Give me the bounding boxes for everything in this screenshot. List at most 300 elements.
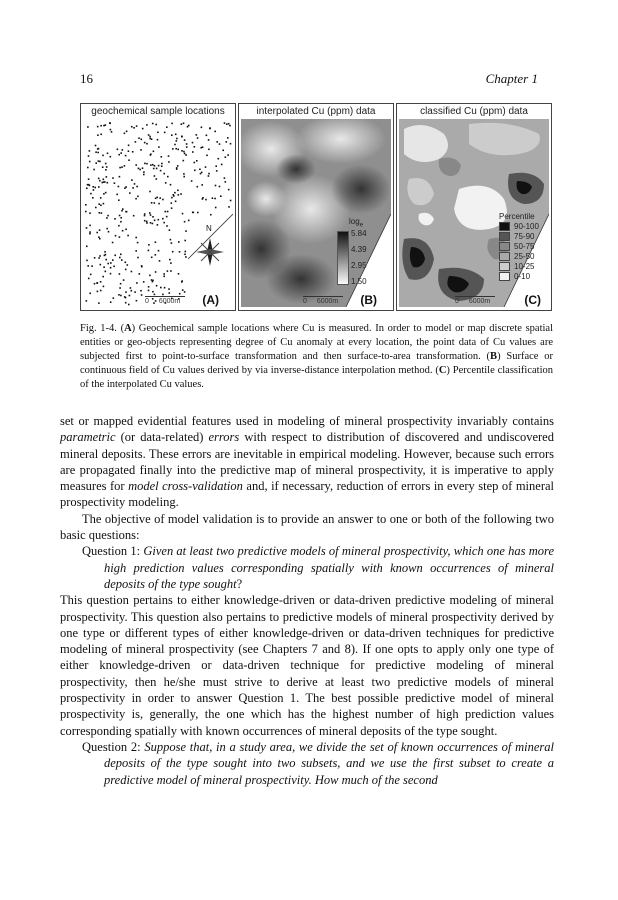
caption-text-1: ) Geochemical sample locations where Cu is measured. In order to model or map discrete spatial entities or geo-objects representing degree of Cu anomaly at every location, the point data of Cu values are subjected first to point-to-surface transformation and then surface-to-area transformation. ( [80, 323, 553, 362]
sample-point [100, 281, 102, 283]
sample-point [143, 174, 145, 176]
sample-point [158, 146, 160, 148]
sample-point [183, 173, 185, 175]
panel-b-title: interpolated Cu (ppm) data [256, 106, 376, 117]
sample-point [116, 194, 118, 196]
sample-point [121, 166, 123, 168]
scale-text-c: 6000m [468, 298, 491, 305]
sample-point [152, 216, 154, 218]
paragraph-3: This question pertains to either knowledge-driven or data-driven predictive modeling of mineral prospectivity. This question also pertains to predictive models of mineral prospectivity derived by one type or different types of either knowledge-driven or data-driven techniques for predictive modeling of mineral prospectivity (see Chapters 7 and 8). If one opts to apply only one type of either knowledge-driven or data-driven technique for predictive modeling of mineral prospectivity, then he/she must strive to derive at least two predictive models of mineral prospectivity in order to answer Question 1. The best possible predictive model of mineral prospectivity is, generally, the one which has the highest number of high prediction values corresponding spatially with known occurrences of mineral deposits of the type sought. [60, 593, 554, 738]
sample-point [149, 275, 151, 277]
sample-point [181, 281, 183, 283]
sample-point [183, 176, 185, 178]
legend-c-item [499, 231, 539, 241]
legend-c-item [499, 241, 539, 251]
legend-label: 90-100 [514, 221, 539, 231]
sample-point [99, 212, 101, 214]
sample-point [148, 286, 150, 288]
sample-point [125, 229, 127, 231]
sample-point [131, 179, 133, 181]
body-text [60, 413, 554, 788]
sample-point [176, 138, 178, 140]
sample-point [133, 127, 135, 129]
sample-point [98, 178, 100, 180]
sample-point [167, 211, 169, 213]
sample-point [144, 220, 146, 222]
sample-point [127, 235, 129, 237]
sample-point [170, 262, 172, 264]
sample-point [184, 221, 186, 223]
legend-b-value: 2.95 [351, 260, 367, 270]
legend-b-title: log [349, 217, 360, 226]
sample-point [149, 212, 151, 214]
sample-point [104, 251, 106, 253]
sample-point [171, 202, 173, 204]
sample-point [215, 207, 217, 209]
legend-b-value: 1.50 [351, 276, 367, 286]
sample-point [222, 150, 224, 152]
sample-point [166, 216, 168, 218]
sample-point [86, 188, 88, 190]
question-label: Question 2: [82, 739, 145, 754]
sample-point [192, 142, 194, 144]
sample-point [183, 123, 185, 125]
sample-point [100, 290, 102, 292]
legend-c-item [499, 271, 539, 281]
text-run: (or data-related) [115, 430, 209, 445]
sample-point [99, 229, 101, 231]
sample-point [170, 239, 172, 241]
legend-c-item [499, 221, 539, 231]
legend-c-item [499, 261, 539, 271]
legend-label: 10-25 [514, 261, 535, 271]
legend-swatch [499, 222, 510, 231]
panel-c-label: (C) [524, 293, 541, 307]
sample-point [141, 294, 143, 296]
sample-point [165, 211, 167, 213]
sample-point [125, 291, 127, 293]
sample-point [103, 179, 105, 181]
sample-point [142, 167, 144, 169]
sample-point [183, 160, 185, 162]
sample-point [219, 143, 221, 145]
sample-point [105, 271, 107, 273]
sample-point [105, 259, 107, 261]
legend-c-item [499, 251, 539, 261]
sample-point [209, 128, 211, 130]
sample-point [87, 167, 89, 169]
sample-point [156, 178, 158, 180]
sample-point [107, 153, 109, 155]
sample-point [146, 124, 148, 126]
sample-point [89, 212, 91, 214]
italic-term: errors [208, 430, 240, 445]
sample-point [186, 146, 188, 148]
sample-point [102, 276, 104, 278]
sample-point [138, 137, 140, 139]
caption-text-2: ) Surface or continuous field of Cu values derived by via inverse-distance interpolation method. ( [80, 351, 553, 376]
legend-swatch [499, 252, 510, 261]
sample-point [110, 267, 112, 269]
sample-point [157, 139, 159, 141]
figure-caption [80, 322, 553, 392]
sample-point [185, 230, 187, 232]
sample-point [103, 125, 105, 127]
sample-point [159, 260, 161, 262]
sample-point [92, 186, 94, 188]
sample-point [159, 197, 161, 199]
sample-point [120, 221, 122, 223]
sample-point [134, 291, 136, 293]
scale-zero-b: 0 [303, 298, 307, 305]
sample-point [185, 251, 187, 253]
sample-point [184, 240, 186, 242]
sample-point [97, 148, 99, 150]
panel-b [238, 103, 394, 311]
sample-point [86, 260, 88, 262]
sample-point [94, 257, 96, 259]
sample-point [200, 147, 202, 149]
sample-point [152, 123, 154, 125]
question-label: Question 1: [82, 544, 144, 559]
sample-point [182, 213, 184, 215]
caption-ref-a: A [124, 323, 132, 334]
sample-point [95, 145, 97, 147]
sample-point [88, 278, 90, 280]
sample-point [150, 164, 152, 166]
sample-point [95, 151, 97, 153]
sample-point [98, 257, 100, 259]
sample-point [152, 280, 154, 282]
sample-point [155, 198, 157, 200]
sample-point [192, 151, 194, 153]
sample-point [208, 139, 210, 141]
paragraph-1 [60, 413, 554, 511]
legend-c-title: Percentile [499, 212, 535, 221]
sample-point [87, 265, 89, 267]
paragraph-2: The objective of model validation is to provide an answer to one or both of the following two basic questions: [60, 511, 554, 543]
sample-point [201, 172, 203, 174]
sample-point [95, 162, 97, 164]
legend-b-value: 4.39 [351, 244, 367, 254]
sample-point [162, 199, 164, 201]
sample-point [149, 191, 151, 193]
sample-point [186, 143, 188, 145]
legend-b-sub: e [359, 222, 364, 229]
sample-point [172, 148, 174, 150]
sample-point [164, 287, 166, 289]
sample-point [169, 292, 171, 294]
panel-c-legend [499, 212, 539, 281]
sample-point [206, 155, 208, 157]
sample-point [119, 287, 121, 289]
sample-point [196, 134, 198, 136]
sample-point [171, 134, 173, 136]
sample-point [88, 184, 90, 186]
sample-point [175, 148, 177, 150]
sample-point [112, 242, 114, 244]
caption-ref-b: B [490, 351, 498, 362]
sample-point [132, 187, 134, 189]
sample-point [146, 163, 148, 165]
sample-point [89, 225, 91, 227]
sample-point [118, 186, 120, 188]
sample-point [149, 138, 151, 140]
sample-point [106, 228, 108, 230]
sample-point [151, 138, 153, 140]
sample-point [154, 220, 156, 222]
sample-point [176, 168, 178, 170]
sample-point [156, 168, 158, 170]
sample-point [89, 233, 91, 235]
sample-point [169, 229, 171, 231]
sample-point [119, 176, 121, 178]
sample-point [88, 178, 90, 180]
sample-point [138, 168, 140, 170]
sample-point [167, 176, 169, 178]
sample-point [168, 288, 170, 290]
sample-point [148, 134, 150, 136]
sample-point [177, 149, 179, 151]
sample-point [224, 177, 226, 179]
sample-point [148, 244, 150, 246]
italic-term: parametric [60, 430, 116, 445]
sample-point [105, 169, 107, 171]
sample-point [100, 264, 102, 266]
sample-point [122, 208, 124, 210]
sample-point [86, 227, 88, 229]
sample-point [202, 146, 204, 148]
sample-point [193, 212, 195, 214]
sample-point [107, 182, 109, 184]
sample-point [91, 265, 93, 267]
sample-point [98, 160, 100, 162]
sample-point [86, 246, 88, 248]
sample-point [110, 262, 112, 264]
sample-point [154, 175, 156, 177]
italic-term: model cross-validation [128, 479, 243, 494]
sample-point [160, 170, 162, 172]
sample-point [185, 256, 187, 258]
sample-point [134, 183, 136, 185]
sample-point [99, 238, 101, 240]
sample-point [114, 218, 116, 220]
sample-point [108, 231, 110, 233]
caption-prefix: Fig. 1-4. ( [80, 323, 125, 334]
sample-point [135, 237, 137, 239]
sample-point [105, 192, 107, 194]
sample-point [139, 169, 141, 171]
sample-point [87, 126, 89, 128]
sample-point [158, 250, 160, 252]
sample-point [161, 163, 163, 165]
sample-point [131, 126, 133, 128]
sample-point [227, 154, 229, 156]
sample-point [120, 283, 122, 285]
sample-point [220, 195, 222, 197]
sample-point [150, 214, 152, 216]
page-number: 16 [80, 71, 93, 86]
sample-point [136, 300, 138, 302]
sample-point [110, 273, 112, 275]
caption-text-3: ) Percentile classification of the interpolated Cu values. [80, 365, 553, 390]
sample-point [100, 205, 102, 207]
sample-point [214, 131, 216, 133]
sample-point [140, 149, 142, 151]
sample-point [143, 171, 145, 173]
sample-point [157, 132, 159, 134]
sample-point [212, 197, 214, 199]
sample-point [105, 163, 107, 165]
north-label: N [206, 224, 212, 233]
sample-point [216, 170, 218, 172]
sample-point [139, 273, 141, 275]
sample-point [98, 203, 100, 205]
sample-point [177, 165, 179, 167]
sample-point [154, 165, 156, 167]
sample-point [127, 264, 129, 266]
legend-b-value: 5.84 [351, 228, 367, 238]
sample-point [171, 197, 173, 199]
sample-point [99, 161, 101, 163]
sample-point [111, 131, 113, 133]
sample-point [230, 200, 232, 202]
sample-point [206, 135, 208, 137]
sample-point [171, 242, 173, 244]
sample-point [178, 241, 180, 243]
sample-point [105, 254, 107, 256]
legend-swatch [499, 262, 510, 271]
sample-point [183, 151, 185, 153]
sample-point [150, 222, 152, 224]
sample-point [184, 153, 186, 155]
sample-point [210, 214, 212, 216]
sample-point [88, 155, 90, 157]
sample-point [125, 269, 127, 271]
sample-point [194, 146, 196, 148]
sample-point [106, 166, 108, 168]
sample-point [90, 193, 92, 195]
sample-point [168, 155, 170, 157]
sample-point [201, 127, 203, 129]
sample-point [120, 217, 122, 219]
sample-point [136, 125, 138, 127]
sample-point [118, 225, 120, 227]
sample-point [96, 232, 98, 234]
sample-point [131, 290, 133, 292]
sample-point [178, 194, 180, 196]
sample-point [124, 133, 126, 135]
sample-point [163, 222, 165, 224]
sample-point [180, 193, 182, 195]
sample-point [163, 276, 165, 278]
sample-point [130, 287, 132, 289]
sample-point [106, 176, 108, 178]
sample-point [135, 164, 137, 166]
sample-point [112, 177, 114, 179]
sample-point [112, 259, 114, 261]
sample-point [208, 149, 210, 151]
legend-c-items [499, 221, 539, 281]
sample-point [214, 198, 216, 200]
sample-point [124, 165, 126, 167]
sample-point [107, 215, 109, 217]
sample-point [107, 263, 109, 265]
figure-1-4 [80, 103, 552, 311]
sample-point [179, 251, 181, 253]
sample-point [205, 166, 207, 168]
panel-a [80, 103, 236, 311]
sample-point [219, 186, 221, 188]
sample-point [96, 282, 98, 284]
sample-point [156, 197, 158, 199]
sample-point [85, 211, 87, 213]
text-run: with respect to distribution of discovered and undiscovered mineral deposits. These errors are inevitable in empirical modeling. However, because such errors are propagated finally into the predictive map of mineral prospectivity, it is imperative to apply measures for [60, 430, 554, 494]
sample-point [97, 134, 99, 136]
sample-point [165, 182, 167, 184]
sample-point [154, 202, 156, 204]
question-1 [60, 543, 554, 592]
sample-point [98, 236, 100, 238]
sample-point [114, 182, 116, 184]
sample-point [184, 254, 186, 256]
sample-point [100, 197, 102, 199]
sample-point [150, 154, 152, 156]
sample-point [109, 123, 111, 125]
sample-point [135, 250, 137, 252]
sample-point [126, 131, 128, 133]
sample-point [226, 141, 228, 143]
sample-point [185, 154, 187, 156]
legend-b-ramp [337, 231, 349, 285]
sample-point [196, 160, 198, 162]
sample-point [125, 297, 127, 299]
sample-point [172, 251, 174, 253]
sample-point [128, 145, 130, 147]
scale-bar-c [455, 296, 495, 305]
north-arrow-icon [195, 232, 225, 272]
sample-point [151, 257, 153, 259]
sample-point [144, 163, 146, 165]
sample-point [118, 154, 120, 156]
legend-label: 50-75 [514, 241, 535, 251]
sample-point [197, 186, 199, 188]
sample-point [102, 182, 104, 184]
panel-a-label: (A) [202, 293, 219, 307]
sample-point [125, 262, 127, 264]
sample-point [123, 279, 125, 281]
sample-point [176, 140, 178, 142]
sample-point [93, 169, 95, 171]
sample-point [156, 285, 158, 287]
question-end: ? [236, 576, 243, 591]
sample-point [155, 271, 157, 273]
sample-point [215, 185, 217, 187]
sample-point [122, 149, 124, 151]
sample-point [228, 123, 230, 125]
sample-point [158, 219, 160, 221]
question-2 [60, 739, 554, 788]
scale-text-b: 6000m [316, 298, 339, 305]
sample-point [199, 169, 201, 171]
sample-point [152, 223, 154, 225]
sample-point [97, 126, 99, 128]
scale-bar-b [303, 296, 343, 305]
sample-point [128, 304, 130, 306]
sample-point [167, 270, 169, 272]
sample-point [225, 156, 227, 158]
sample-point [125, 302, 127, 304]
